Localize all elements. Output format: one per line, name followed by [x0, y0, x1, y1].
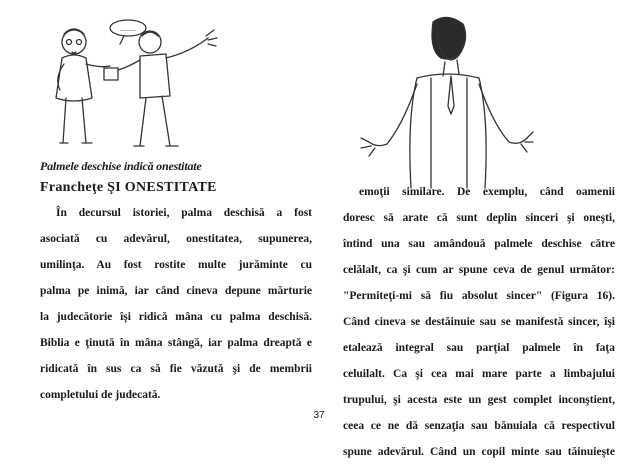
paragraph-line: spune adevărul. Când un copil minte sau tăinuieşte [343, 446, 615, 458]
paragraph-line: umilinţa. Au fost rostite multe jurăminte cu [40, 259, 312, 271]
speech-bubble-text: ........ [120, 24, 136, 33]
paragraph-line: etalează integral sau parţial palmele în faţa [343, 342, 615, 354]
paragraph-line: Când cineva se destăinuie sau se manifestă sincer, îşi [343, 316, 615, 328]
right-text-column [343, 179, 615, 465]
paragraph-line: emoţii similare. De exemplu, când oamenii [359, 186, 615, 198]
paragraph-line: celălalt, ca şi cum ar spune ceva de genul următor: [343, 264, 615, 276]
figure-caption: Palmele deschise indică onestitate [40, 159, 202, 173]
paragraph-line: doresc să arate că sunt deplin sinceri şi oneşti, [343, 212, 615, 224]
paragraph-line: ridicată în sus ca să fie văzută şi de membrii [40, 363, 312, 375]
paragraph-line: În decursul istoriei, palma deschisă a fost [56, 207, 312, 219]
left-text-column [40, 200, 312, 408]
paragraph-line: la judecătorie îşi ridică mâna cu palma deschisă. [40, 311, 312, 323]
open-palms-illustration [28, 12, 218, 160]
page-number: 37 [313, 410, 325, 421]
paragraph-line: întind una sau amândouă palmele deschise către [343, 238, 615, 250]
paragraph-line: Biblia e ţinută în mâna stângă, iar palma dreaptă e [40, 337, 312, 349]
paragraph-line: trupului, şi acesta este un gest complet inconştient, [343, 394, 615, 406]
paragraph-line: completului de judecată. [40, 389, 161, 401]
paragraph-line: celuilalt. Ca şi cea mai mare parte a limbajului [343, 368, 615, 380]
man-open-palms-illustration [355, 12, 535, 190]
paragraph-line: asociată cu adevărul, onestitatea, supunerea, [40, 233, 312, 245]
paragraph-line: ceea ce ne dă senzaţia sau bănuiala că respectivul [343, 420, 615, 432]
section-heading: Francheţe ŞI ONESTITATE [40, 180, 217, 195]
paragraph-line: "Permiteţi-mi să fiu absolut sincer" (Figura 16). [343, 290, 615, 302]
paragraph-line: palma pe inimă, iar când cineva depune mărturie [40, 285, 312, 297]
